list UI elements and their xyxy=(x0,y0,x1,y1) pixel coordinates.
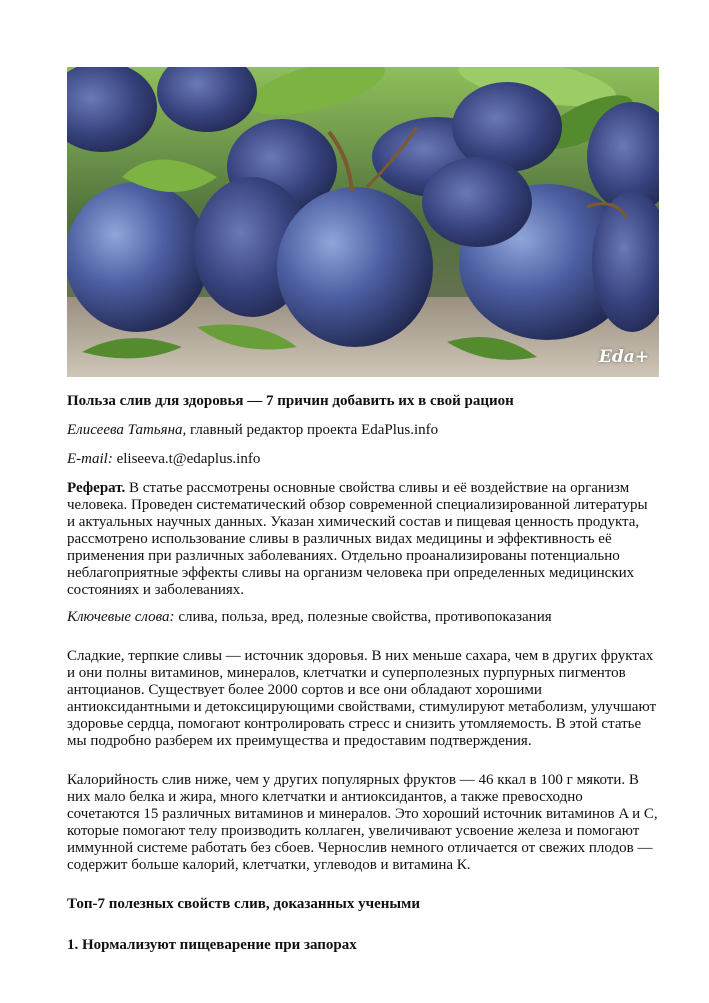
abstract-label: Реферат. xyxy=(67,480,126,496)
subheading-1: 1. Нормализуют пищеварение при запорах xyxy=(67,937,357,953)
plums-illustration xyxy=(67,67,659,377)
section-heading-top7: Топ-7 полезных свойств слив, доказанных учеными xyxy=(67,896,420,912)
article-title: Польза слив для здоровья — 7 причин добавить их в свой рацион xyxy=(67,393,514,409)
author-name: Елисеева Татьяна, xyxy=(67,422,187,438)
abstract-text: В статье рассмотрены основные свойства сливы и её воздействие на организм человека. Проведен систематический обзор современной специализированной литературы и актуальных научных данных. Указан химический состав и пищевая ценность продукта, рассмотрено использование сливы в различных видах медицины и эффективность её применения при различных заболеваниях. Отдельно проанализированы потенциально неблагоприятные эффекты сливы на организм человека при определенных медицинских состояниях и заболеваниях. xyxy=(67,480,648,598)
paragraph-intro: Сладкие, терпкие сливы — источник здоровья. В них меньше сахара, чем в других фруктах и они полны витаминов, минералов, клетчатки и суперполезных пурпурных пигментов антоцианов. Существует более 2000 сортов и все они обладают хорошими антиоксидантными и детоксицирующими свойствами, стимулируют метаболизм, улучшают здоровье сердца, помогают контролировать стресс и снизить утомляемость. В этой статье мы подробно разберем их преимущества и предоставим подтверждения. xyxy=(67,648,657,749)
article-body xyxy=(67,393,659,954)
email-label: E-mail: xyxy=(67,451,113,467)
plums-photo xyxy=(67,67,659,377)
keywords-text: слива, польза, вред, полезные свойства, противопоказания xyxy=(174,609,552,625)
keywords-label: Ключевые слова: xyxy=(67,609,175,625)
abstract xyxy=(67,480,659,599)
paragraph-calories: Калорийность слив ниже, чем у других популярных фруктов — 46 ккал в 100 г мякоти. В них мало белка и жира, много клетчатки и антиоксидантов, а также превосходно сочетаются 15 различных витаминов и минералов. Это хороший источник витаминов A и C, которые помогают телу производить коллаген, увеличивают усвоение железа и помогают иммунной системе работать без сбоев. Чернослив немного отличается от свежих плодов — содержит больше калорий, клетчатки, углеводов и витамина К. xyxy=(67,772,658,873)
author-line xyxy=(67,422,659,439)
keywords xyxy=(67,609,659,626)
edaplus-logo: Eda+ xyxy=(598,347,649,367)
author-role: главный редактор проекта EdaPlus.info xyxy=(186,422,439,438)
email-value: eliseeva.t@edaplus.info xyxy=(112,451,261,467)
email-line xyxy=(67,451,659,468)
